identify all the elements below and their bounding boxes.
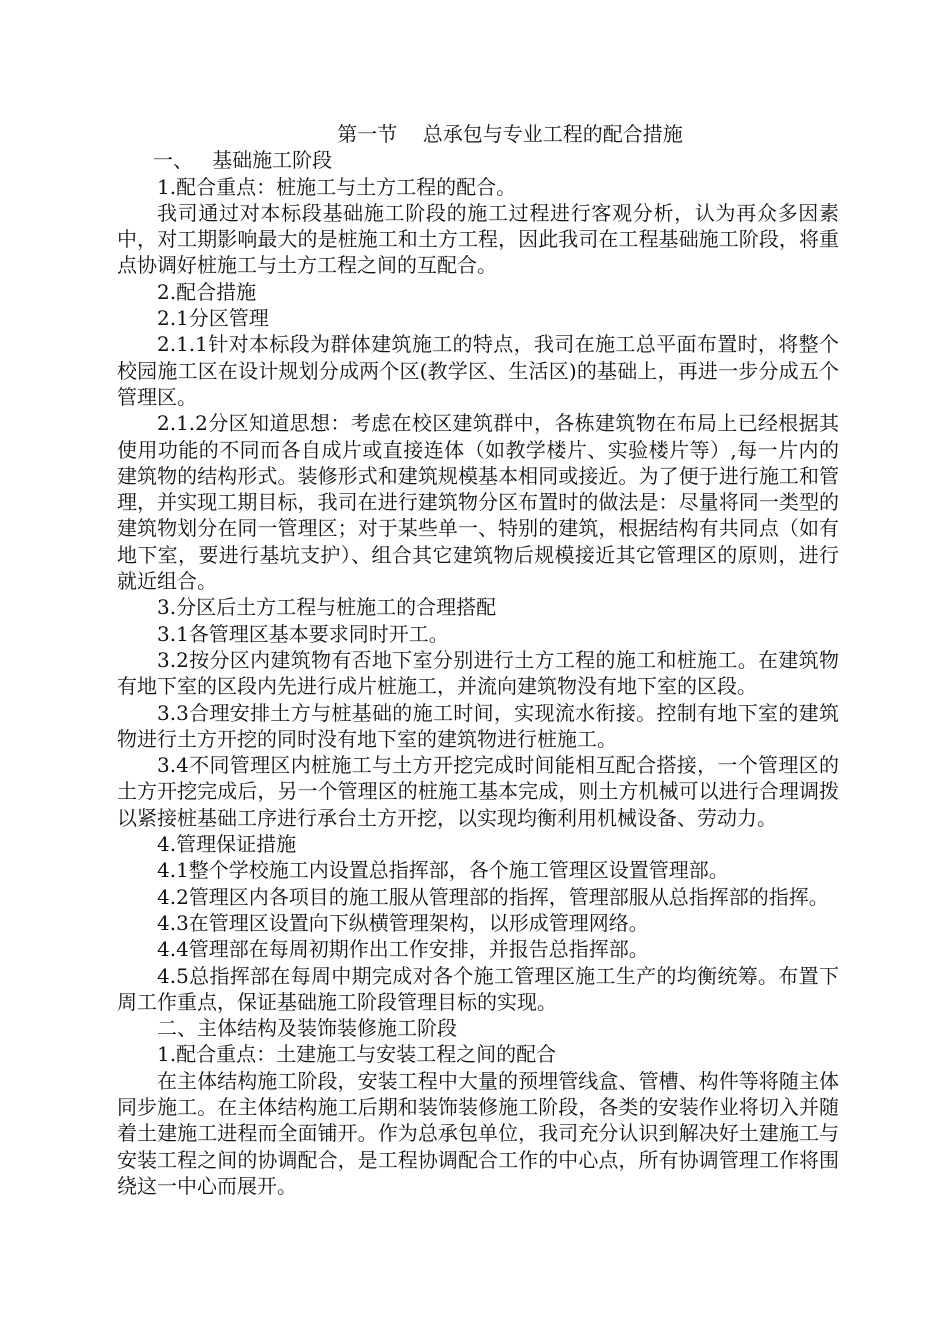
paragraph: 4.2管理区内各项目的施工服从管理部的指挥，管理部服从总指挥部的指挥。 xyxy=(157,884,829,909)
heading-foundation-stage: 一、 基础施工阶段 xyxy=(153,148,333,173)
paragraph: 3.3合理安排土方与桩基础的施工时间，实现流水衔接。控制有地下室的建筑物进行土方开挖的同时没有地下室的建筑物进行桩施工。 xyxy=(117,700,839,751)
paragraph: 1.配合重点：土建施工与安装工程之间的配合 xyxy=(157,1042,557,1067)
paragraph: 3.2按分区内建筑物有否地下室分别进行土方工程的施工和桩施工。在建筑物有地下室的区段内先进行成片桩施工，并流向建筑物没有地下室的区段。 xyxy=(117,647,839,699)
paragraph: 2.1.2分区知道思想：考虑在校区建筑群中，各栋建筑物在布局上已经根据其使用功能的不同而各自成片或直接连体（如教学楼片、实验楼片等）,每一片内的建筑物的结构形式。装修形式和建筑规模基本相同或接近。为了便于进行施工和管理，并实现工期目标，我司在进行建筑物分区布置时的做法是：尽量将同一类型的建筑物划分在同一管理区；对于某些单一、特别的建筑，根据结构有共同点（如有地下室，要进行基坑支护）、组合其它建筑物后规模接近其它管理区的原则，进行就近组合。 xyxy=(117,411,839,594)
section-title: 第一节 总承包与专业工程的配合措施 xyxy=(337,122,683,146)
paragraph: 4.3在管理区设置向下纵横管理架构，以形成管理网络。 xyxy=(157,910,649,935)
paragraph: 4.管理保证措施 xyxy=(157,832,297,857)
heading-main-structure-stage: 二、主体结构及装饰装修施工阶段 xyxy=(157,1016,457,1041)
document-page xyxy=(117,121,839,1199)
paragraph: 2.配合措施 xyxy=(157,279,257,304)
paragraph: 我司通过对本标段基础施工阶段的施工过程进行客观分析，认为再众多因素中，对工期影响最大的是桩施工和土方工程，因此我司在工程基础施工阶段，将重点协调好桩施工与土方工程之间的互配合。 xyxy=(117,200,839,278)
paragraph: 在主体结构施工阶段，安装工程中大量的预埋管线盒、管槽、构件等将随主体同步施工。在主体结构施工后期和装饰装修施工阶段，各类的安装作业将切入并随着土建施工进程而全面铺开。作为总承包单位，我司充分认识到解决好土建施工与安装工程之间的协调配合，是工程协调配合工作的中心点，所有协调管理工作将围绕这一中心而展开。 xyxy=(117,1068,839,1198)
paragraph: 3.1各管理区基本要求同时开工。 xyxy=(157,621,449,646)
paragraph: 1.配合重点：桩施工与土方工程的配合。 xyxy=(157,174,517,199)
paragraph: 4.4管理部在每周初期作出工作安排，并报告总指挥部。 xyxy=(157,937,649,962)
paragraph: 3.4不同管理区内桩施工与土方开挖完成时间能相互配合搭接，一个管理区的土方开挖完成后，另一个管理区的桩施工基本完成，则土方机械可以进行合理调拨以紧接桩基础工序进行承台土方开挖，以实现均衡利用机械设备、劳动力。 xyxy=(117,753,839,830)
paragraph: 3.分区后土方工程与桩施工的合理搭配 xyxy=(157,595,497,620)
paragraph: 4.5总指挥部在每周中期完成对各个施工管理区施工生产的均衡统筹。布置下周工作重点，保证基础施工阶段管理目标的实现。 xyxy=(117,963,839,1014)
paragraph: 2.1.1针对本标段为群体建筑施工的特点，我司在施工总平面布置时，将整个校园施工区在设计规划分成两个区(教学区、生活区)的基础上，再进一步分成五个管理区。 xyxy=(117,332,839,409)
paragraph: 2.1分区管理 xyxy=(157,306,269,331)
paragraph: 4.1整个学校施工内设置总指挥部，各个施工管理区设置管理部。 xyxy=(157,858,729,883)
